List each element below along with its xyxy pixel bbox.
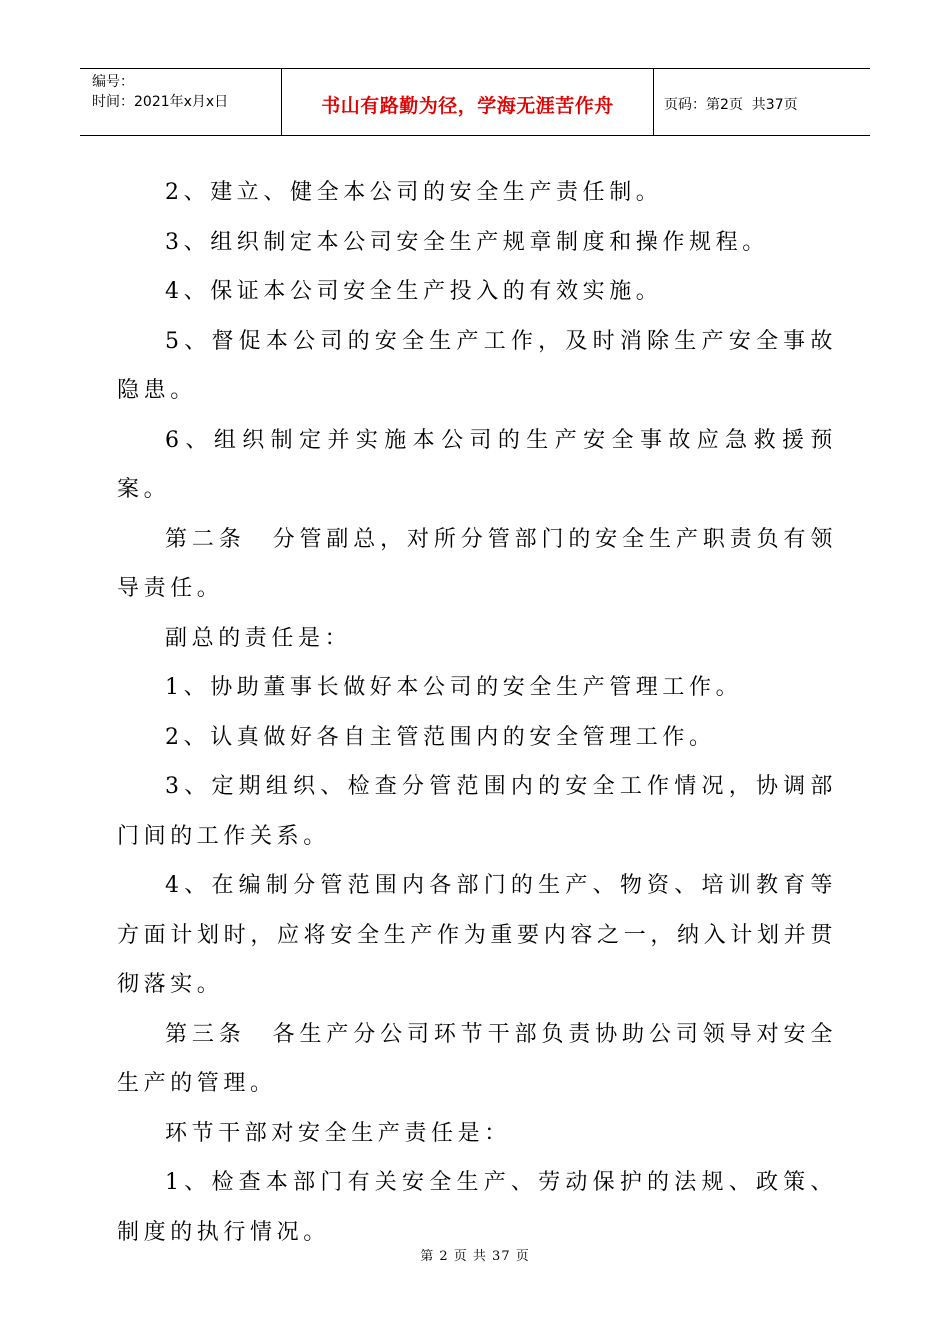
paragraph: 4、保证本公司安全生产投入的有效实施。 bbox=[165, 279, 663, 304]
document-number: 编号： bbox=[92, 74, 134, 90]
paragraph: 3、定期组织、检查分管范围内的安全工作情况，协调部门间的工作关系。 bbox=[117, 774, 837, 849]
paragraph: 副总的责任是： bbox=[165, 625, 352, 651]
document-body bbox=[117, 168, 837, 1257]
paragraph: 5、督促本公司的安全生产工作，及时消除生产安全事故隐患。 bbox=[117, 328, 837, 403]
header-page-info bbox=[654, 69, 870, 135]
header-meta bbox=[80, 69, 282, 135]
paragraph: 2、建立、健全本公司的安全生产责任制。 bbox=[165, 180, 663, 205]
paragraph: 第二条 分管副总，对所分管部门的安全生产职责负有领导责任。 bbox=[117, 526, 837, 601]
header-page-label: 页码：第2页 共37页 bbox=[664, 96, 798, 113]
page-header bbox=[80, 68, 870, 136]
paragraph: 1、检查本部门有关安全生产、劳动保护的法规、政策、制度的执行情况。 bbox=[117, 1170, 837, 1245]
paragraph: 第三条 各生产分公司环节干部负责协助公司领导对安全生产的管理。 bbox=[117, 1021, 837, 1096]
footer-page-number: 第 2 页 共 37 页 bbox=[420, 1249, 530, 1264]
page-footer bbox=[0, 1245, 950, 1264]
paragraph: 6、组织制定并实施本公司的生产安全事故应急救援预案。 bbox=[117, 427, 837, 502]
paragraph: 4、在编制分管范围内各部门的生产、物资、培训教育等方面计划时，应将安全生产作为重要内容之一，纳入计划并贯彻落实。 bbox=[117, 873, 837, 997]
paragraph: 环节干部对安全生产责任是： bbox=[165, 1120, 511, 1146]
paragraph: 1、协助董事长做好本公司的安全生产管理工作。 bbox=[165, 675, 743, 700]
paragraph: 3、组织制定本公司安全生产规章制度和操作规程。 bbox=[165, 229, 769, 255]
header-motto: 书山有路勤为径，学海无涯苦作舟 bbox=[282, 69, 654, 135]
paragraph: 2、认真做好各自主管范围内的安全管理工作。 bbox=[165, 724, 716, 750]
document-date: 时间：2021年x月x日 bbox=[92, 94, 229, 110]
